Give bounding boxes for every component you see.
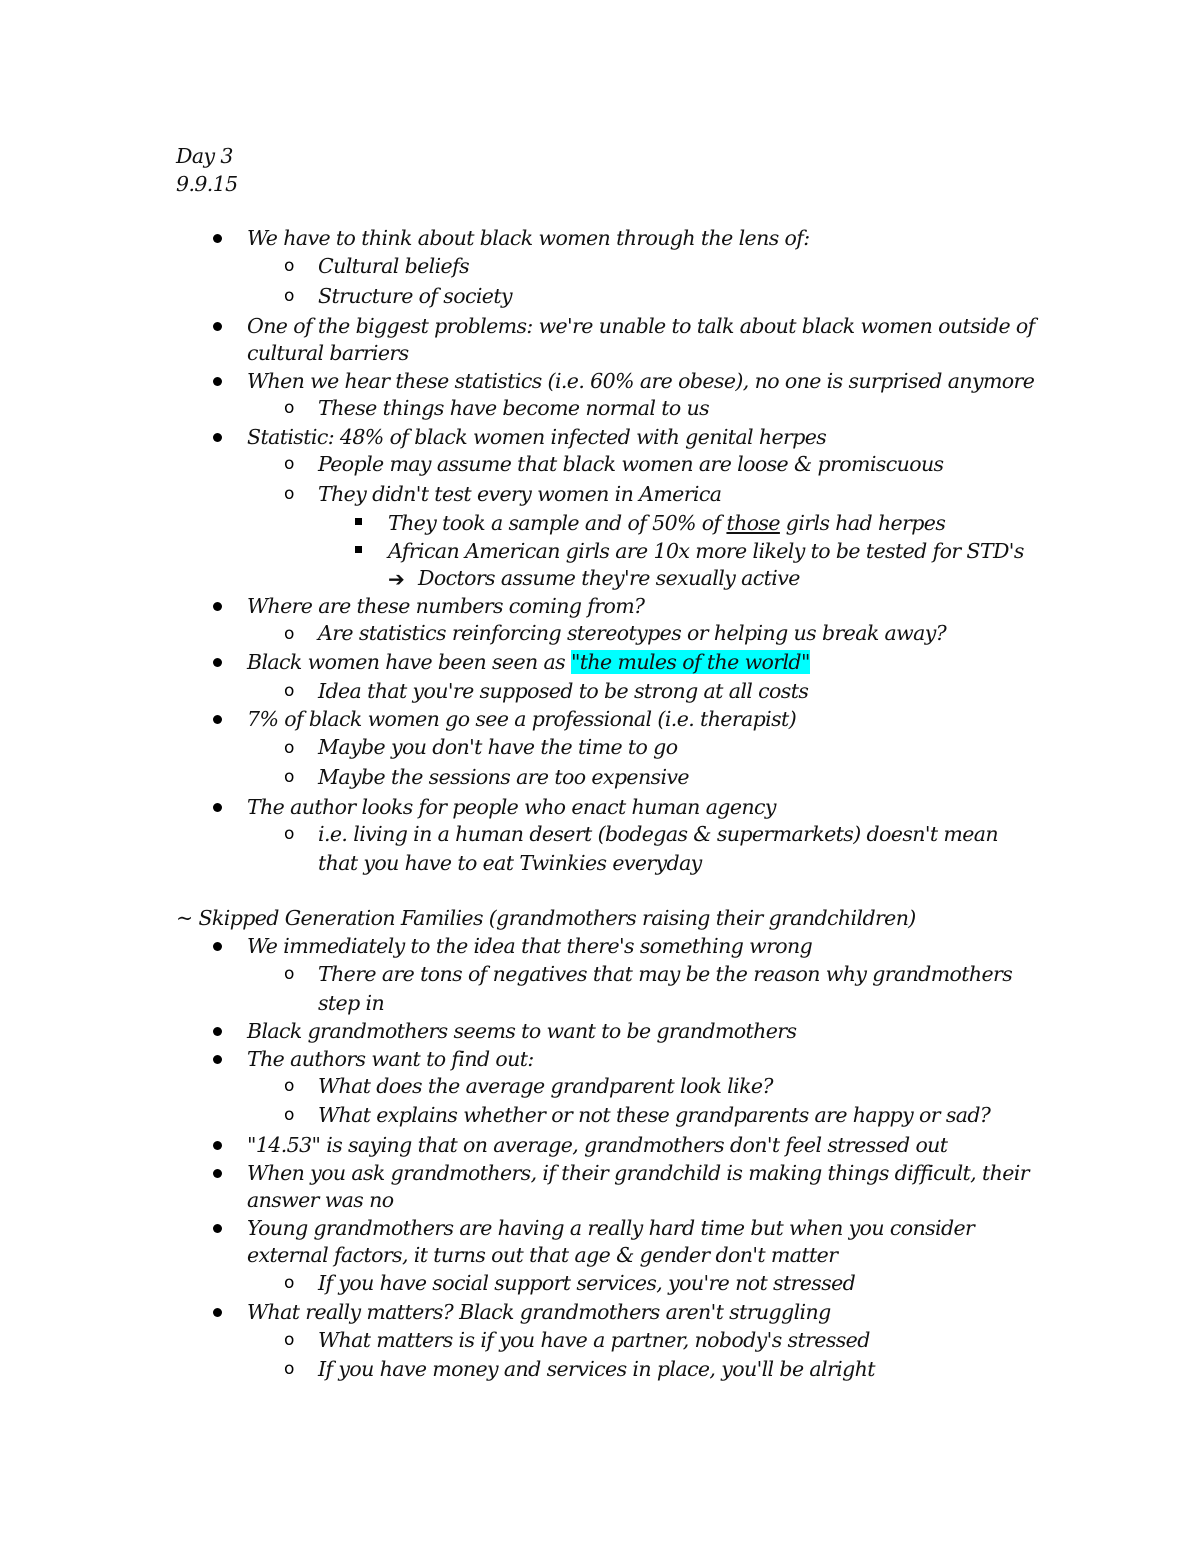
doc-date: 9.9.15 xyxy=(176,172,238,196)
note-line: The author looks for people who enact human agency xyxy=(247,795,776,819)
note-line: What does the average grandparent look like? xyxy=(318,1074,773,1098)
note-line: The authors want to find out: xyxy=(247,1047,534,1071)
sub-bullet-icon: o xyxy=(284,1359,294,1379)
highlighted-phrase: "the mules of the world" xyxy=(570,650,810,674)
sub-bullet-icon: o xyxy=(284,286,294,306)
note-line: If you have social support services, you're not stressed xyxy=(318,1271,856,1295)
sub-bullet-icon: o xyxy=(284,1273,294,1293)
sub-bullet-icon: o xyxy=(284,484,294,504)
bullet-icon xyxy=(213,1055,222,1064)
note-line: Are statistics reinforcing stereotypes or helping us break away? xyxy=(318,621,947,645)
note-line: Maybe the sessions are too expensive xyxy=(318,765,689,789)
note-line: What really matters? Black grandmothers aren't struggling xyxy=(247,1300,831,1324)
sub-bullet-icon: o xyxy=(284,398,294,418)
bullet-icon xyxy=(213,602,222,611)
underlined-word: those xyxy=(726,511,780,535)
section-heading: ~ Skipped Generation Families (grandmothers raising their grandchildren) xyxy=(176,906,916,930)
note-line: cultural barriers xyxy=(247,341,409,365)
sub-bullet-icon: o xyxy=(284,1105,294,1125)
note-line: answer was no xyxy=(247,1188,394,1212)
bullet-icon xyxy=(213,234,222,243)
bullet-icon xyxy=(213,322,222,331)
note-line: If you have money and services in place, you'll be alright xyxy=(318,1357,875,1381)
sub-bullet-icon: o xyxy=(284,738,294,758)
sub-bullet-icon: o xyxy=(284,454,294,474)
bullet-icon xyxy=(213,803,222,812)
note-line: Black women have been seen as "the mules of the world" xyxy=(247,650,810,674)
note-line: Young grandmothers are having a really hard time but when you consider xyxy=(247,1216,975,1240)
sub-bullet-icon: o xyxy=(284,624,294,644)
note-line: What matters is if you have a partner, nobody's stressed xyxy=(318,1328,870,1352)
sub-bullet-icon: o xyxy=(284,1330,294,1350)
bullet-icon xyxy=(213,942,222,951)
note-line: i.e. living in a human desert (bodegas & supermarkets) doesn't mean xyxy=(318,822,999,846)
note-line: Maybe you don't have the time to go xyxy=(318,735,678,759)
note-line: There are tons of negatives that may be the reason why grandmothers xyxy=(318,962,1013,986)
sub-bullet-icon: o xyxy=(284,767,294,787)
note-line: We have to think about black women through the lens of: xyxy=(247,226,810,250)
note-line: "14.53" is saying that on average, grandmothers don't feel stressed out xyxy=(247,1133,948,1157)
square-bullet-icon xyxy=(355,518,362,525)
note-line: When we hear these statistics (i.e. 60% are obese), no one is surprised anymore xyxy=(247,369,1035,393)
sub-bullet-icon: o xyxy=(284,681,294,701)
note-line: What explains whether or not these grandparents are happy or sad? xyxy=(318,1103,991,1127)
note-line: One of the biggest problems: we're unable to talk about black women outside of xyxy=(247,314,1035,338)
square-bullet-icon xyxy=(355,546,362,553)
note-line: These things have become normal to us xyxy=(318,396,710,420)
bullet-icon xyxy=(213,715,222,724)
bullet-icon xyxy=(213,1141,222,1150)
note-line: step in xyxy=(318,991,385,1015)
note-line: People may assume that black women are loose & promiscuous xyxy=(318,452,944,476)
note-line: 7% of black women go see a professional (i.e. therapist) xyxy=(247,707,797,731)
sub-bullet-icon: o xyxy=(284,964,294,984)
note-line: that you have to eat Twinkies everyday xyxy=(318,851,702,875)
note-line: external factors, it turns out that age & gender don't matter xyxy=(247,1243,838,1267)
bullet-icon xyxy=(213,1224,222,1233)
bullet-icon xyxy=(213,1027,222,1036)
note-line: Black grandmothers seems to want to be grandmothers xyxy=(247,1019,797,1043)
bullet-icon xyxy=(213,433,222,442)
note-line: We immediately to the idea that there's something wrong xyxy=(247,934,813,958)
sub-bullet-icon: o xyxy=(284,824,294,844)
note-line: They took a sample and of 50% of those girls had herpes xyxy=(388,511,946,535)
note-line: They didn't test every women in America xyxy=(318,482,722,506)
bullet-icon xyxy=(213,1169,222,1178)
note-line: Structure of society xyxy=(318,284,512,308)
sub-bullet-icon: o xyxy=(284,1076,294,1096)
bullet-icon xyxy=(213,658,222,667)
note-line: Cultural beliefs xyxy=(318,254,469,278)
note-line: Idea that you're supposed to be strong at all costs xyxy=(318,679,809,703)
note-line: When you ask grandmothers, if their grandchild is making things difficult, their xyxy=(247,1161,1029,1185)
arrow-right-icon: ➔ xyxy=(388,567,405,591)
doc-title: Day 3 xyxy=(176,144,233,168)
note-line: Where are these numbers coming from? xyxy=(247,594,645,618)
note-line: African American girls are 10x more likely to be tested for STD's xyxy=(388,539,1024,563)
note-line: Doctors assume they're sexually active xyxy=(418,566,800,590)
bullet-icon xyxy=(213,1308,222,1317)
note-line: Statistic: 48% of black women infected with genital herpes xyxy=(247,425,827,449)
sub-bullet-icon: o xyxy=(284,256,294,276)
bullet-icon xyxy=(213,377,222,386)
